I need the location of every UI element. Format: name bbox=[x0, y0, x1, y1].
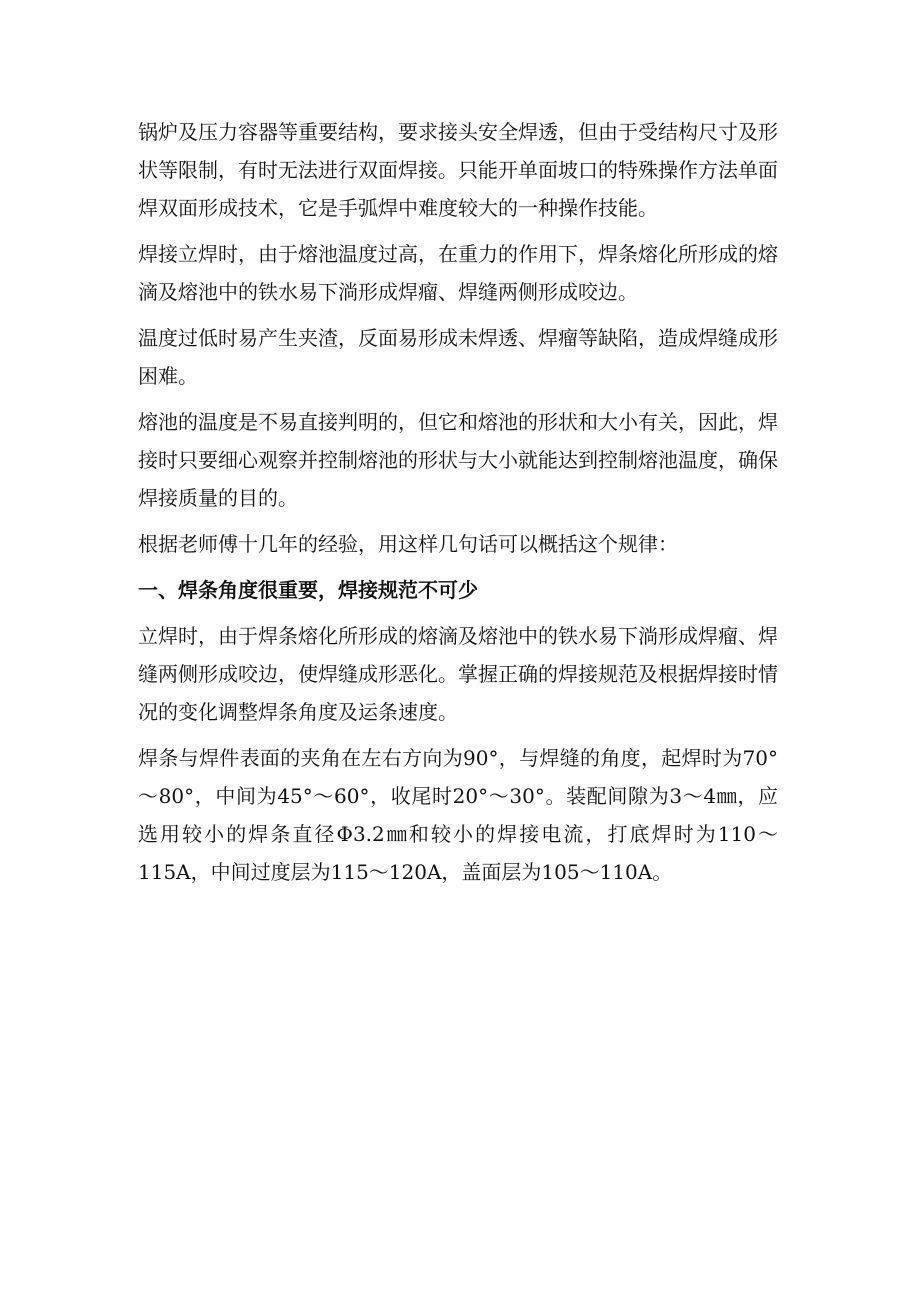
section-heading: 一、焊条角度很重要，焊接规范不可少 bbox=[138, 578, 478, 602]
paragraph-vertical-welding: 立焊时，由于焊条熔化所形成的熔滴及熔池中的铁水易下淌形成焊瘤、焊缝两侧形成咬边，使焊缝成形恶化。掌握正确的焊接规范及根据焊接时情况的变化调整焊条角度及运条速度。 bbox=[138, 624, 778, 724]
paragraph-low-temperature: 温度过低时易产生夹渣，反面易形成未焊透、焊瘤等缺陷，造成焊缝成形困难。 bbox=[138, 326, 778, 388]
paragraph-high-temperature: 焊接立焊时，由于熔池温度过高，在重力的作用下，焊条熔化所形成的熔滴及熔池中的铁水易下淌形成焊瘤、焊缝两侧形成咬边。 bbox=[138, 242, 778, 304]
document-body bbox=[138, 113, 778, 899]
paragraph-welding-parameters: 焊条与焊件表面的夹角在左右方向为90°，与焊缝的角度，起焊时为70°～80°，中间为45°～60°，收尾时20°～30°。装配间隙为3～4㎜，应选用较小的焊条直径Φ3.2㎜和较小的焊接电流，打底焊时为110～115A，中间过度层为115～120A，盖面层为105～110A。 bbox=[138, 746, 778, 884]
paragraph-experience: 根据老师傅十几年的经验，用这样几句话可以概括这个规律： bbox=[138, 532, 678, 556]
paragraph-intro: 锅炉及压力容器等重要结构，要求接头安全焊透，但由于受结构尺寸及形状等限制，有时无法进行双面焊接。只能开单面坡口的特殊操作方法单面焊双面形成技术，它是手弧焊中难度较大的一种操作技能。 bbox=[138, 120, 778, 220]
paragraph-pool-temperature: 熔池的温度是不易直接判明的，但它和熔池的形状和大小有关，因此，焊接时只要细心观察并控制熔池的形状与大小就能达到控制熔池温度，确保焊接质量的目的。 bbox=[138, 410, 778, 510]
